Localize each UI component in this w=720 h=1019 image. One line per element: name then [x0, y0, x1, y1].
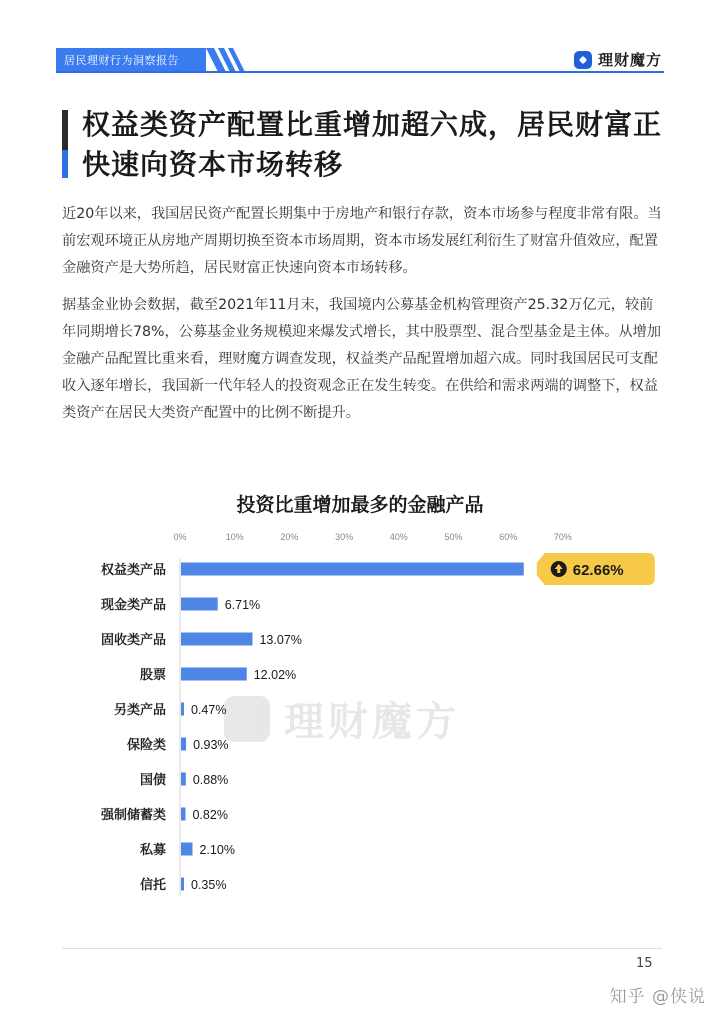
- watermark-text: 理财魔方: [284, 699, 460, 745]
- category-label: 另类产品: [113, 703, 166, 718]
- x-tick-label: 20%: [280, 532, 299, 542]
- category-label: 国债: [139, 773, 166, 788]
- bar: [181, 773, 186, 786]
- x-tick-label: 40%: [389, 532, 408, 542]
- header-rule: [56, 71, 664, 73]
- x-tick-label: 30%: [335, 532, 354, 542]
- value-label: 0.82%: [192, 808, 228, 822]
- bar: [181, 843, 192, 856]
- category-label: 固收类产品: [100, 633, 166, 648]
- bar: [181, 808, 185, 821]
- category-label: 私募: [139, 843, 166, 858]
- paragraph-1: 近20年以来，我国居民资产配置长期集中于房地产和银行存款，资本市场参与程度非常有限。当前宏观环境正从房地产周期切换至资本市场周期，资本市场发展红利衍生了财富升值效应，配置金融资产是大势所趋，居民财富正快速向资本市场转移。: [62, 206, 662, 276]
- header-stripes: [200, 48, 250, 72]
- report-name: 居民理财行为洞察报告: [64, 54, 179, 67]
- category-label: 权益类产品: [100, 563, 166, 578]
- bar: [181, 598, 218, 611]
- brand-logo-icon: [574, 51, 592, 69]
- x-tick-label: 0%: [173, 532, 187, 542]
- value-label: 0.47%: [191, 703, 227, 717]
- paragraph-2: 据基金业协会数据，截至2021年11月末，我国境内公募基金机构管理资产25.32万亿元，较前年同期增长78%，公募基金业务规模迎来爆发式增长，其中股票型、混合型基金是主体。从增加金融产品配置比重来看，理财魔方调查发现，权益类产品配置增加超六成。同时我国居民可支配收入逐年增长，我国新一代年轻人的投资观念正在发生转变。在供给和需求两端的调整下，权益类资产在居民大类资产配置中的比例不断提升。: [62, 297, 662, 421]
- x-tick-label: 10%: [225, 532, 244, 542]
- bar: [181, 668, 247, 681]
- bar: [181, 563, 524, 576]
- value-label: 12.02%: [253, 668, 297, 682]
- title-accent: [62, 150, 68, 178]
- x-tick-label: 50%: [444, 532, 463, 542]
- value-label: 2.10%: [199, 843, 235, 857]
- source-tag: 知乎 @侠说: [609, 987, 706, 1007]
- value-label: 62.66%: [572, 562, 624, 579]
- category-label: 现金类产品: [100, 598, 166, 613]
- category-label: 强制储蓄类: [100, 808, 166, 823]
- value-label: 0.35%: [191, 878, 227, 892]
- brand-name: 理财魔方: [597, 51, 662, 69]
- bar-chart: [0, 520, 720, 905]
- bar: [181, 633, 252, 646]
- value-label: 0.88%: [192, 773, 229, 787]
- footer-rule: [62, 948, 662, 949]
- page-number: 15: [636, 956, 653, 971]
- value-label: 13.07%: [259, 633, 302, 647]
- bar: [181, 878, 184, 891]
- chart-title: 投资比重增加最多的金融产品: [236, 494, 484, 516]
- value-label: 0.93%: [193, 738, 229, 752]
- category-label: 保险类: [126, 738, 166, 753]
- x-tick-label: 60%: [499, 532, 518, 542]
- x-tick-label: 70%: [553, 532, 572, 542]
- category-label: 股票: [139, 668, 166, 683]
- bar: [181, 703, 184, 716]
- bar: [181, 738, 186, 751]
- value-label: 6.71%: [224, 598, 261, 612]
- category-label: 信托: [139, 878, 166, 893]
- page-title: 权益类资产配置比重增加超六成，居民财富正快速向资本市场转移: [82, 108, 663, 181]
- brand: [574, 49, 662, 70]
